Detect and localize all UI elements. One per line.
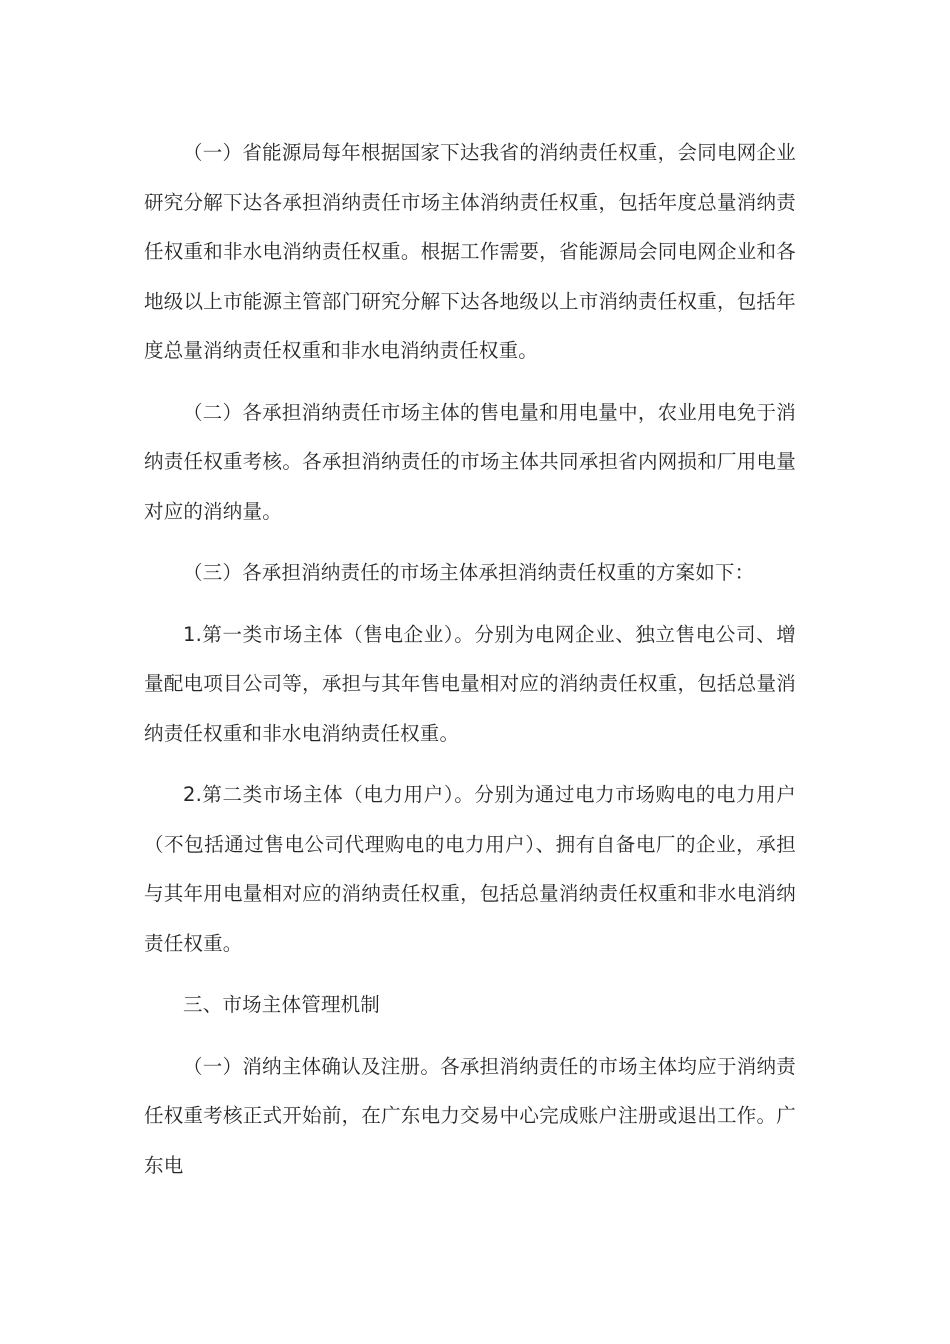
section-heading-management-mechanism: 三、市场主体管理机制: [183, 993, 381, 1016]
paragraph-weight-allocation: （一）省能源局每年根据国家下达我省的消纳责任权重，会同电网企业研究分解下达各承担消纳责任市场主体消纳责任权重，包括年度总量消纳责任权重和非水电消纳责任权重。根据工作需要，省能源局会同电网企业和各地级以上市能源主管部门研究分解下达各地级以上市消纳责任权重，包括年度总量消纳责任权重和非水电消纳责任权重。: [144, 141, 796, 362]
paragraph-agricultural-exemption: （二）各承担消纳责任市场主体的售电量和用电量中，农业用电免于消纳责任权重考核。各承担消纳责任的市场主体共同承担省内网损和厂用电量对应的消纳量。: [144, 400, 796, 523]
paragraph-registration: （一）消纳主体确认及注册。各承担消纳责任的市场主体均应于消纳责任权重考核正式开始前，在广东电力交易中心完成账户注册或退出工作。广东电: [144, 1054, 796, 1177]
paragraph-first-class-entities: 1.第一类市场主体（售电企业）。分别为电网企业、独立售电公司、增量配电项目公司等，承担与其年售电量相对应的消纳责任权重，包括总量消纳责任权重和非水电消纳责任权重。: [144, 622, 796, 745]
document-page: [144, 128, 796, 1190]
paragraph-second-class-entities: 2.第二类市场主体（电力用户）。分别为通过电力市场购电的电力用户（不包括通过售电公司代理购电的电力用户）、拥有自备电厂的企业，承担与其年用电量相对应的消纳责任权重，包括总量消纳责任权重和非水电消纳责任权重。: [144, 783, 796, 955]
paragraph-scheme-intro: （三）各承担消纳责任的市场主体承担消纳责任权重的方案如下：: [183, 561, 755, 584]
